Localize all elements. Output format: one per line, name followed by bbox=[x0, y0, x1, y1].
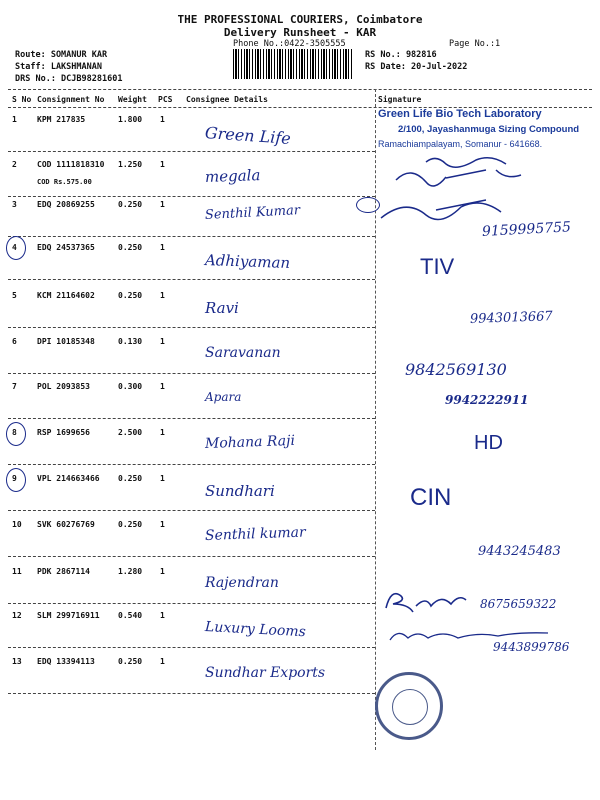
drs-number: DRS No.: DCJB98281601 bbox=[15, 74, 123, 84]
col-header-consignment: Consignment No bbox=[37, 95, 105, 104]
company-title: THE PROFESSIONAL COURIERS, Coimbatore bbox=[177, 13, 423, 26]
col-header-signature: Signature bbox=[378, 95, 422, 104]
col-header-consignee: Consignee Details bbox=[186, 95, 268, 104]
row-sno: 6 bbox=[12, 337, 17, 346]
row-weight: 0.250 bbox=[118, 291, 143, 300]
row-sno: 12 bbox=[12, 611, 22, 620]
row-separator bbox=[8, 510, 375, 511]
row-consignee: Mohana Raji bbox=[204, 432, 296, 452]
row-separator bbox=[8, 418, 375, 419]
row-consignment: PDK 2867114 bbox=[37, 567, 90, 576]
row-weight: 0.250 bbox=[118, 200, 143, 209]
row-sno: 3 bbox=[12, 200, 17, 209]
row-pcs: 1 bbox=[160, 115, 165, 124]
stamp-line-1: Green Life Bio Tech Laboratory bbox=[378, 108, 542, 120]
signature-scribbles-icon bbox=[376, 150, 596, 240]
signature-3: 9159995755 bbox=[481, 219, 572, 240]
runsheet-subtitle: Delivery Runsheet - KAR bbox=[223, 26, 377, 39]
row-separator bbox=[8, 373, 375, 374]
row-weight: 0.130 bbox=[118, 337, 143, 346]
row-pcs: 1 bbox=[160, 337, 165, 346]
row-sno: 4 bbox=[12, 243, 17, 252]
header-signature-divider bbox=[375, 89, 376, 107]
signature-8: HD bbox=[474, 432, 503, 454]
signature-11-scribble-icon bbox=[376, 586, 486, 616]
row-weight: 1.280 bbox=[118, 567, 143, 576]
stamp-line-2: 2/100, Jayashanmuga Sizing Compound bbox=[398, 124, 580, 135]
row-consignment: SVK 60276769 bbox=[37, 520, 95, 529]
row-consignee: Green Life bbox=[204, 123, 292, 148]
row-consignment: KPM 217835 bbox=[37, 115, 86, 124]
signature-6: 9842569130 bbox=[405, 360, 507, 379]
row-sno: 1 bbox=[12, 115, 17, 124]
staff-label: Staff: LAKSHMANAN bbox=[15, 62, 102, 72]
row-consignment: KCM 21164602 bbox=[37, 291, 95, 300]
row-separator bbox=[8, 236, 375, 237]
row-separator bbox=[8, 693, 375, 694]
row-pcs: 1 bbox=[160, 200, 165, 209]
rs-date: RS Date: 20-Jul-2022 bbox=[365, 62, 468, 72]
row-separator bbox=[8, 279, 375, 280]
row-consignee: megala bbox=[204, 166, 261, 186]
page-number: Page No.:1 bbox=[449, 39, 501, 49]
signature-12-scribble-icon bbox=[385, 626, 555, 646]
col-header-sno: S No bbox=[12, 95, 32, 104]
signature-7: 9942222911 bbox=[445, 393, 529, 407]
row-separator bbox=[8, 196, 375, 197]
row-pcs: 1 bbox=[160, 160, 165, 169]
signature-10: 9443245483 bbox=[478, 544, 561, 559]
row-pcs: 1 bbox=[160, 382, 165, 391]
row-pcs: 1 bbox=[160, 291, 165, 300]
row-pcs: 1 bbox=[160, 243, 165, 252]
check-circle-icon bbox=[6, 236, 26, 260]
row-consignment: EDQ 20869255 bbox=[37, 200, 95, 209]
row-weight: 0.300 bbox=[118, 382, 143, 391]
row-sno: 2 bbox=[12, 160, 17, 169]
circle-mark-icon bbox=[356, 197, 380, 213]
phone-number: Phone No.:0422-3505555 bbox=[233, 39, 346, 49]
row-consignment: POL 2093853 bbox=[37, 382, 90, 391]
row-consignment: EDQ 24537365 bbox=[37, 243, 95, 252]
row-consignment: DPI 10185348 bbox=[37, 337, 95, 346]
row-consignment: SLM 299716911 bbox=[37, 611, 100, 620]
row-pcs: 1 bbox=[160, 428, 165, 437]
row-weight: 0.250 bbox=[118, 520, 143, 529]
row-sno: 13 bbox=[12, 657, 22, 666]
row-consignment: VPL 214663466 bbox=[37, 474, 100, 483]
row-weight: 0.540 bbox=[118, 611, 143, 620]
row-weight: 1.250 bbox=[118, 160, 143, 169]
row-weight: 0.250 bbox=[118, 657, 143, 666]
row-consignee: Ravi bbox=[205, 299, 239, 317]
row-consignment: RSP 1699656 bbox=[37, 428, 90, 437]
row-weight: 1.800 bbox=[118, 115, 143, 124]
row-consignee: Adhiyaman bbox=[204, 251, 291, 272]
col-header-pcs: PCS bbox=[158, 95, 173, 104]
row-consignee: Luxury Looms bbox=[204, 619, 307, 641]
row-consignee: Rajendran bbox=[205, 575, 279, 591]
row-separator bbox=[8, 603, 375, 604]
row-consignment: EDQ 13394113 bbox=[37, 657, 95, 666]
row-consignee: Sundhari bbox=[205, 482, 275, 500]
row-weight: 2.500 bbox=[118, 428, 143, 437]
signature-12: 9443899786 bbox=[493, 640, 570, 654]
row-consignee: Apara bbox=[205, 390, 242, 404]
row-weight: 0.250 bbox=[118, 474, 143, 483]
row-separator bbox=[8, 151, 375, 152]
check-circle-icon bbox=[6, 468, 26, 492]
row-pcs: 1 bbox=[160, 474, 165, 483]
row-consignee: Saravanan bbox=[205, 345, 281, 361]
row-weight: 0.250 bbox=[118, 243, 143, 252]
signature-5: 9943013667 bbox=[469, 309, 553, 327]
row-pcs: 1 bbox=[160, 657, 165, 666]
col-header-weight: Weight bbox=[118, 95, 147, 104]
row-sno: 5 bbox=[12, 291, 17, 300]
row-sno: 9 bbox=[12, 474, 17, 483]
row-separator bbox=[8, 556, 375, 557]
row-cod-note: COD Rs.575.00 bbox=[37, 178, 92, 186]
row-consignment: COD 1111818310 bbox=[37, 160, 105, 169]
route-label: Route: SOMANUR KAR bbox=[15, 50, 108, 60]
signature-9: CIN bbox=[410, 484, 452, 511]
row-separator bbox=[8, 647, 375, 648]
row-consignee: Senthil kumar bbox=[204, 524, 306, 544]
rs-number: RS No.: 982816 bbox=[365, 50, 437, 60]
row-sno: 7 bbox=[12, 382, 17, 391]
table-top-rule bbox=[8, 89, 592, 90]
signature-11: 8675659322 bbox=[480, 597, 557, 611]
row-sno: 10 bbox=[12, 520, 22, 529]
row-separator bbox=[8, 327, 375, 328]
signature-4: TIV bbox=[420, 254, 455, 279]
barcode-icon bbox=[233, 49, 353, 79]
row-separator bbox=[8, 464, 375, 465]
row-sno: 11 bbox=[12, 567, 22, 576]
row-consignee: Senthil Kumar bbox=[204, 203, 301, 223]
row-pcs: 1 bbox=[160, 567, 165, 576]
row-consignee: Sundhar Exports bbox=[205, 665, 326, 681]
row-pcs: 1 bbox=[160, 520, 165, 529]
row-pcs: 1 bbox=[160, 611, 165, 620]
row-sno: 8 bbox=[12, 428, 17, 437]
stamp-line-3: Ramachiampalayam, Somanur - 641668. bbox=[378, 139, 543, 149]
check-circle-icon bbox=[6, 422, 26, 446]
company-stamp-icon bbox=[375, 672, 443, 740]
